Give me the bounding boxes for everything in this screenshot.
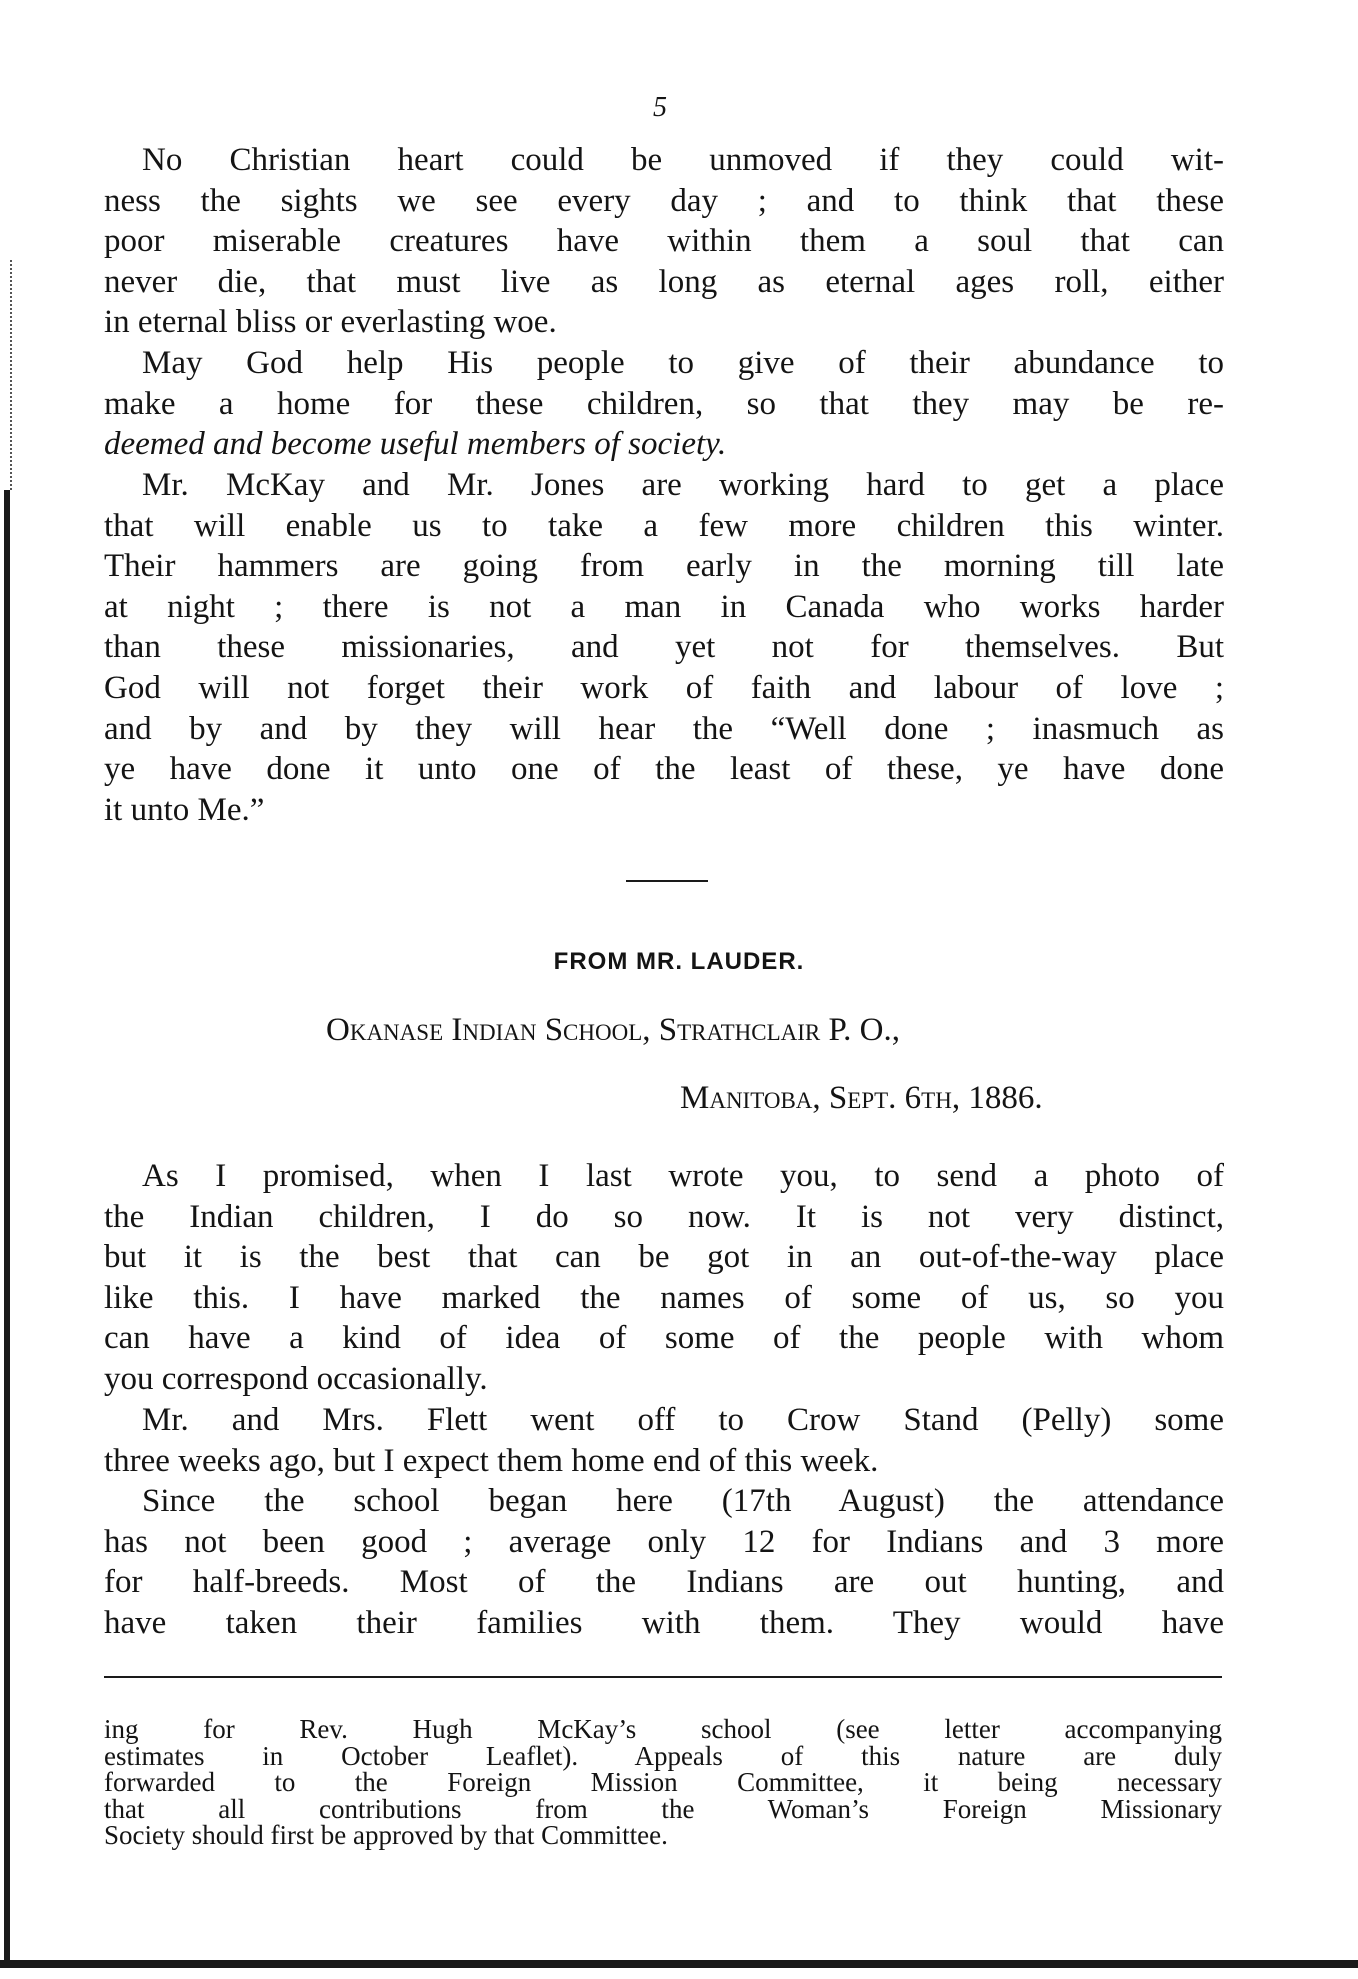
text-line: deemed and become useful members of society. xyxy=(104,426,727,463)
paragraph-4 xyxy=(104,1156,1224,1400)
paragraph-6 xyxy=(104,1481,1224,1643)
text-line: make a home for these children, so that they may be re- xyxy=(104,385,1224,422)
text-line: has not been good ; average only 12 for Indians and 3 more xyxy=(104,1523,1224,1560)
text-line: have taken their families with them. They would have xyxy=(104,1604,1224,1641)
text-line: that will enable us to take a few more children this winter. xyxy=(104,507,1224,544)
scan-bottom-edge xyxy=(0,1960,1358,1968)
text-line: three weeks ago, but I expect them home end of this week. xyxy=(104,1442,879,1479)
text-line: it unto Me.” xyxy=(104,791,265,828)
text-line: poor miserable creatures have within them a soul that can xyxy=(104,223,1224,260)
text-line: than these missionaries, and yet not for themselves. But xyxy=(104,629,1224,666)
text-line: but it is the best that can be got in an out-of-the-way place xyxy=(104,1239,1224,1276)
text-line: ye have done it unto one of the least of these, ye have done xyxy=(104,751,1224,788)
text-line: May God help His people to give of their abundance to xyxy=(142,345,1224,381)
page-number: 5 xyxy=(653,92,667,123)
footnote-rule xyxy=(104,1676,1222,1678)
text-line: can have a kind of idea of some of the people with whom xyxy=(104,1320,1224,1357)
footnote-line: Society should first be approved by that Committee. xyxy=(104,1820,668,1850)
text-line: No Christian heart could be unmoved if they could wit- xyxy=(142,142,1224,178)
text-line: never die, that must live as long as eternal ages roll, either xyxy=(104,263,1224,300)
paragraph-5 xyxy=(104,1400,1224,1481)
text-line: ness the sights we see every day ; and to think that these xyxy=(104,182,1224,219)
text-line: at night ; there is not a man in Canada who works harder xyxy=(104,588,1224,625)
text-line: Mr. and Mrs. Flett went off to Crow Stand (Pelly) some xyxy=(142,1402,1224,1438)
footnote xyxy=(104,1716,1222,1849)
text-line: for half-breeds. Most of the Indians are out hunting, and xyxy=(104,1564,1224,1601)
address-line-2: Manitoba, Sept. 6th, 1886. xyxy=(680,1080,1043,1116)
address-line-1: Okanase Indian School, Strathclair P. O., xyxy=(326,1012,901,1048)
text-line: Their hammers are going from early in the morning till late xyxy=(104,548,1224,585)
footnote-line: forwarded to the Foreign Mission Committee, it being necessary xyxy=(104,1767,1222,1797)
footnote-line: estimates in October Leaflet). Appeals of this nature are duly xyxy=(104,1740,1222,1771)
text-line: the Indian children, I do so now. It is not very distinct, xyxy=(104,1198,1224,1235)
section-heading: FROM MR. LAUDER. xyxy=(553,948,805,975)
text-line: you correspond occasionally. xyxy=(104,1360,488,1397)
text-line: like this. I have marked the names of some of us, so you xyxy=(104,1279,1224,1316)
paragraph-1 xyxy=(104,140,1224,343)
footnote-line: ing for Rev. Hugh McKay’s school (see letter accompanying xyxy=(104,1714,1222,1744)
text-line: As I promised, when I last wrote you, to send a photo of xyxy=(142,1158,1224,1194)
footnote-line: that all contributions from the Woman’s Foreign Missionary xyxy=(104,1793,1222,1824)
text-line: Since the school began here (17th August) the attendance xyxy=(142,1483,1224,1519)
text-line: and by and by they will hear the “Well done ; inasmuch as xyxy=(104,710,1224,747)
paragraph-2 xyxy=(104,343,1224,465)
scan-edge-dots xyxy=(10,260,14,490)
paragraph-3 xyxy=(104,465,1224,830)
text-line: in eternal bliss or everlasting woe. xyxy=(104,304,557,341)
text-line: God will not forget their work of faith and labour of love ; xyxy=(104,669,1224,706)
text-line: Mr. McKay and Mr. Jones are working hard to get a place xyxy=(142,467,1224,503)
section-divider xyxy=(626,880,708,882)
scan-left-edge xyxy=(4,490,10,1960)
